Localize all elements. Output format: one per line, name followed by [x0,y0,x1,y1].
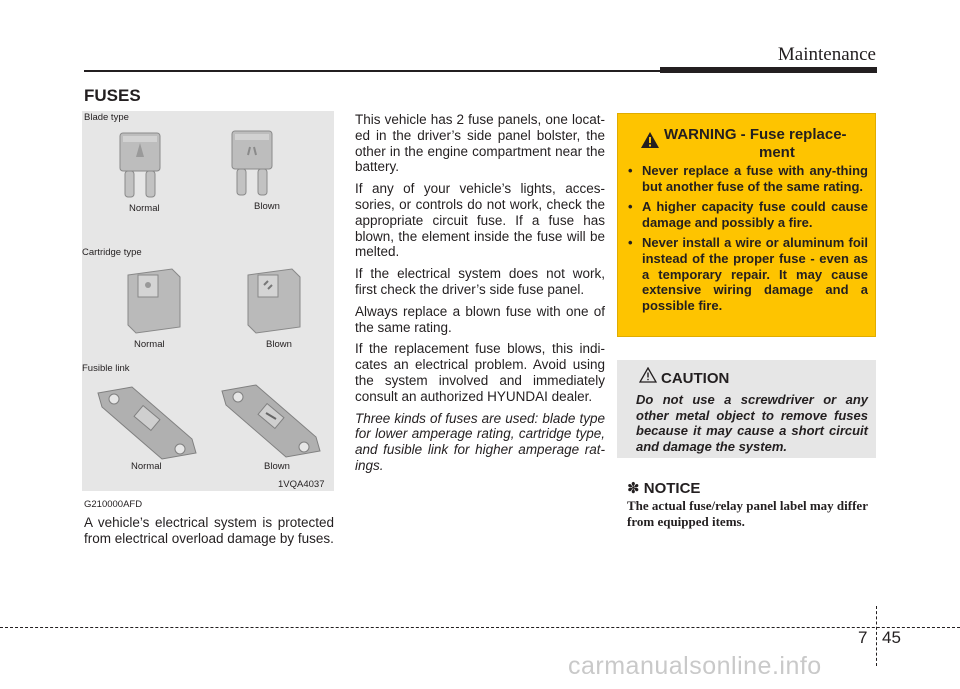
section-title: FUSES [84,86,141,105]
bullet: • [628,199,633,215]
caution-triangle-icon [639,367,657,383]
warning-item: • Never replace a fuse with any-thing but another fuse of the same rating. [628,163,868,194]
fusible-normal-label: Normal [131,461,162,472]
paragraph: If the replacement fuse blows, this indi-cates an electrical problem. Avoid using the system involved and immediately consult an authorized HYUNDAI dealer. [355,341,605,404]
fusible-link-normal-image [92,383,202,463]
blade-blown-label: Blown [254,201,280,212]
figure-code: 1VQA4037 [278,479,325,490]
footer-rule [0,627,960,628]
fusible-blown-label: Blown [264,461,290,472]
header-rule-bar [660,67,877,73]
warning-item: • Never install a wire or aluminum foil instead of the proper fuse - even as a temporary repair. It may cause extensive wiring damage and a possible fire. [628,235,868,313]
cartridge-normal-label: Normal [134,339,165,350]
notice-text: The actual fuse/relay panel label may differ from equipped items. [627,498,868,529]
caution-box [617,360,876,458]
warning-list [628,163,868,318]
blade-type-label: Blade type [84,112,129,123]
intro-paragraph: A vehicle’s electrical system is protected from electrical overload damage by fuses. [84,515,334,546]
warning-item: • A higher capacity fuse could cause damage and possibly a fire. [628,199,868,230]
fuse-illustration [82,111,334,491]
notice-title: ✽ NOTICE [627,480,701,497]
bullet: • [628,235,633,251]
paragraph-italic: Three kinds of fuses are used: blade type for lower amperage rating, cartridge type, and fusible link for higher amperage rat-ings. [355,410,605,473]
watermark: carmanualsonline.info [568,652,822,680]
cartridge-type-label: Cartridge type [82,247,142,258]
body-text [355,112,605,480]
header-rule [84,70,660,72]
paragraph: This vehicle has 2 fuse panels, one locat-ed in the driver’s side panel bolster, the other in the engine compartment near the battery. [355,112,605,175]
paragraph: If the electrical system does not work, first check the driver’s side fuse panel. [355,266,605,297]
warning-box [617,113,876,337]
caution-title: CAUTION [661,370,730,387]
warning-triangle-icon [640,131,660,149]
page-number-separator [876,606,877,666]
warning-title-cont: ment [759,144,795,161]
paragraph: If any of your vehicle’s lights, acces-sories, or controls do not work, check the appropriate circuit fuse. If a fuse has blown, the element inside the fuse will be melted. [355,181,605,260]
warning-title: WARNING - Fuse replace- [664,126,847,143]
page-number: 45 [882,628,901,647]
blade-normal-label: Normal [129,203,160,214]
blade-fuse-normal-image [118,131,162,203]
blade-fuse-blown-image [230,129,274,201]
cartridge-blown-label: Blown [266,339,292,350]
fusible-link-blown-image [216,381,326,461]
running-header: Maintenance [777,44,876,65]
fusible-link-label: Fusible link [82,363,130,374]
caution-text: Do not use a screwdriver or any other metal object to remove fuses because it may cause a short circuit and damage the system. [636,392,868,454]
cartridge-fuse-blown-image [242,261,306,335]
chapter-number: 7 [858,628,868,647]
paragraph: Always replace a blown fuse with one of the same rating. [355,303,605,335]
reference-code: G210000AFD [84,499,143,510]
bullet: • [628,163,633,178]
cartridge-fuse-normal-image [122,261,186,335]
